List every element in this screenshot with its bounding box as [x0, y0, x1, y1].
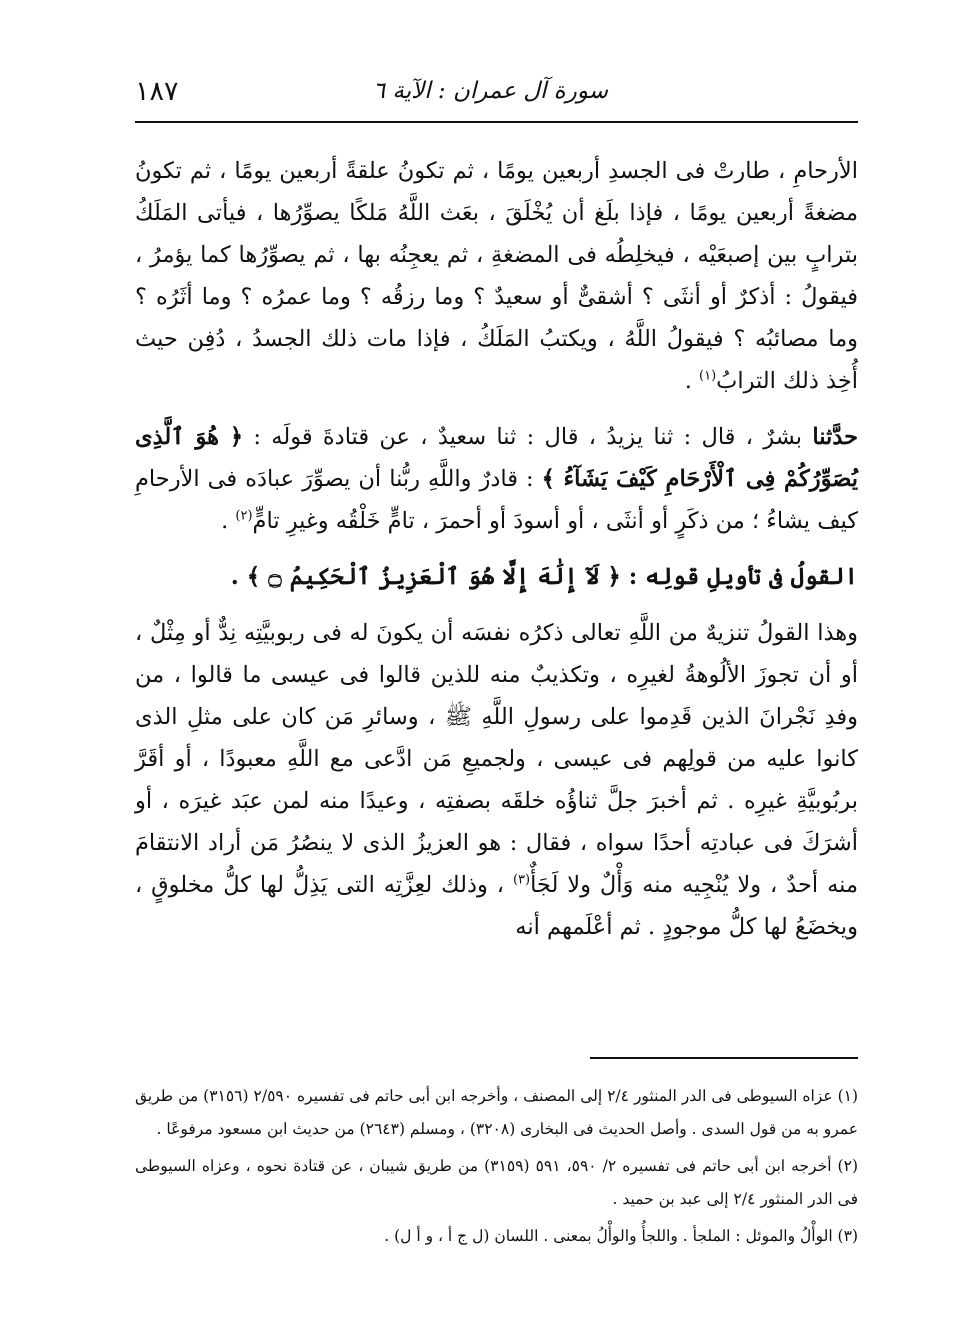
footnote-1: (١) عزاه السيوطى فى الدر المنثور ٢/٤ إلى المصنف ، وأخرجه ابن أبى حاتم فى تفسيره ٢/٥٩٠ (٣١٥٦) من طريق عمرو به من قول السدى . وأصل الحديث فى البخارى (٣٢٠٨) ، ومسلم (٢٦٤٣) من حديث ابن مسعود مرفوعًا .: [135, 1087, 859, 1138]
footnotes: [135, 1080, 858, 1257]
footnote-ref-3: (٣): [512, 872, 531, 888]
quran-quote: ﴿ لَآ إِلَٰهَ إِلَّا هُوَ ٱلْعَزِيزُ ٱلْحَكِيمُ ۝ ﴾: [246, 563, 621, 590]
paragraph-2: [135, 416, 858, 542]
heading-tail: .: [230, 563, 247, 590]
page-number: ١٨٧: [135, 76, 179, 107]
running-header: [135, 72, 858, 120]
paragraph-text-continued: : قادرٌ واللَّهِ ربُّنا أن يصوِّرَ عبادَه فى الأرحامِ كيف يشاءُ ؛ من ذكَرٍ أو أنثَى ، أو أسودَ أو أحمرَ ، تامٍّ خَلْقُه وغيرِ تامٍّ: [135, 466, 858, 534]
paragraph-tail: ، وذلك لعِزَّتِه التى يَذِلُّ لها كلُّ مخلوقٍ ، ويخضَعُ لها كلُّ موجودٍ . ثم أعْلَمهم أنه: [135, 872, 858, 940]
footnote-ref-2: (٢): [235, 508, 253, 524]
footnote-ref-1: (١): [699, 368, 717, 384]
isnad-lead: حدَّثنا: [812, 424, 858, 450]
paragraph-3: [135, 612, 858, 948]
paragraph-text: الأرحامِ ، طارتْ فى الجسدِ أربعين يومًا ، ثم تكونُ علقةً أربعين يومًا ، ثم تكونُ مضغةً أربعين يومًا ، فإذا بلَغ أن يُخْلَقَ ، بعَث اللَّهُ مَلكًا يصوِّرُها ، فيأتى المَلَكُ بترابٍ بين إصبعَيْه ، فيخلِطُه فى المضغةِ ، ثم يعجِنُه بها ، ثم يصوِّرُها كما يؤمرُ ، فيقولُ : أذكرٌ أو أنثَى ؟ أشقىٌّ أو سعيدٌ ؟ وما رزقُه ؟ وما عمرُه ؟ وما أثَرُه ؟ وما مصائبُه ؟ فيقولُ اللَّهُ ، ويكتبُ المَلَكُ ، فإذا مات ذلك الجسدُ ، دُفِن حيث أُخِذ ذلك الترابُ: [135, 158, 858, 394]
running-title: سورة آل عمران : الآية ٦: [372, 78, 608, 104]
heading-text: القولُ فى تأويلِ قولِه :: [620, 563, 858, 590]
footnote-3: (٣) الوأْلُ والموئل : الملجأ . واللجأُ والوأْلُ بمعنى . اللسان (ل ج أ ، و أ ل) .: [384, 1227, 858, 1245]
paragraph-tail: .: [221, 508, 236, 534]
footnote-2: (٢) أخرجه ابن أبى حاتم فى تفسيره ٢/ ٥٩٠، ٥٩١ (٣١٥٩) من طريق شيبان ، عن قتادة نحوه ، وعزاه السيوطى فى الدر المنثور ٢/٤ إلى عبد بن حميد .: [135, 1157, 858, 1208]
footnote-rule: [590, 1057, 858, 1059]
header-rule: [135, 121, 858, 123]
section-heading: [135, 556, 858, 598]
paragraph-1: [135, 150, 858, 402]
paragraph-text: بشرٌ ، قال : ثنا يزيدُ ، قال : ثنا سعيدٌ ، عن قتادةَ قولَه :: [243, 424, 813, 450]
paragraph-text: وهذا القولُ تنزيهٌ من اللَّهِ تعالى ذكرُه نفسَه أن يكونَ له فى ربوبيَّتِه نِدٌّ أو مِثْلٌ ، أو أن تجوزَ الألُوهةُ لغيرِه ، وتكذيبٌ منه للذين قالوا فى عيسى ما قالوا ، من وفدِ نَجْرانَ الذين قَدِموا على رسولِ اللَّهِ ﷺ ، وسائرِ مَن كان على مثلِ الذى كانوا عليه من قولِهم فى عيسى ، ولجميعِ مَن ادَّعى مع اللَّهِ معبودًا ، أو أقَرَّ بربُوبيَّةِ غيرِه . ثم أخبرَ جلَّ ثناؤُه خلقَه بصفتِه ، وعيدًا منه لمن عبَد غيرَه ، أو أشرَكَ فى عبادتِه أحدًا سواه ، فقال : هو العزيزُ الذى لا ينصُرُ مَن أراد الانتقامَ منه أحدٌ ، ولا يُنْجِيه منه وَأْلٌ ولا لَجَأٌ: [135, 620, 858, 898]
paragraph-tail: .: [684, 368, 699, 394]
quran-quote: ﴿ هُوَ ٱلَّذِى يُصَوِّرُكُمْ فِى ٱلْأَرْحَامِ كَيْفَ يَشَآءُ ﴾: [135, 424, 858, 492]
main-text: [135, 150, 858, 948]
